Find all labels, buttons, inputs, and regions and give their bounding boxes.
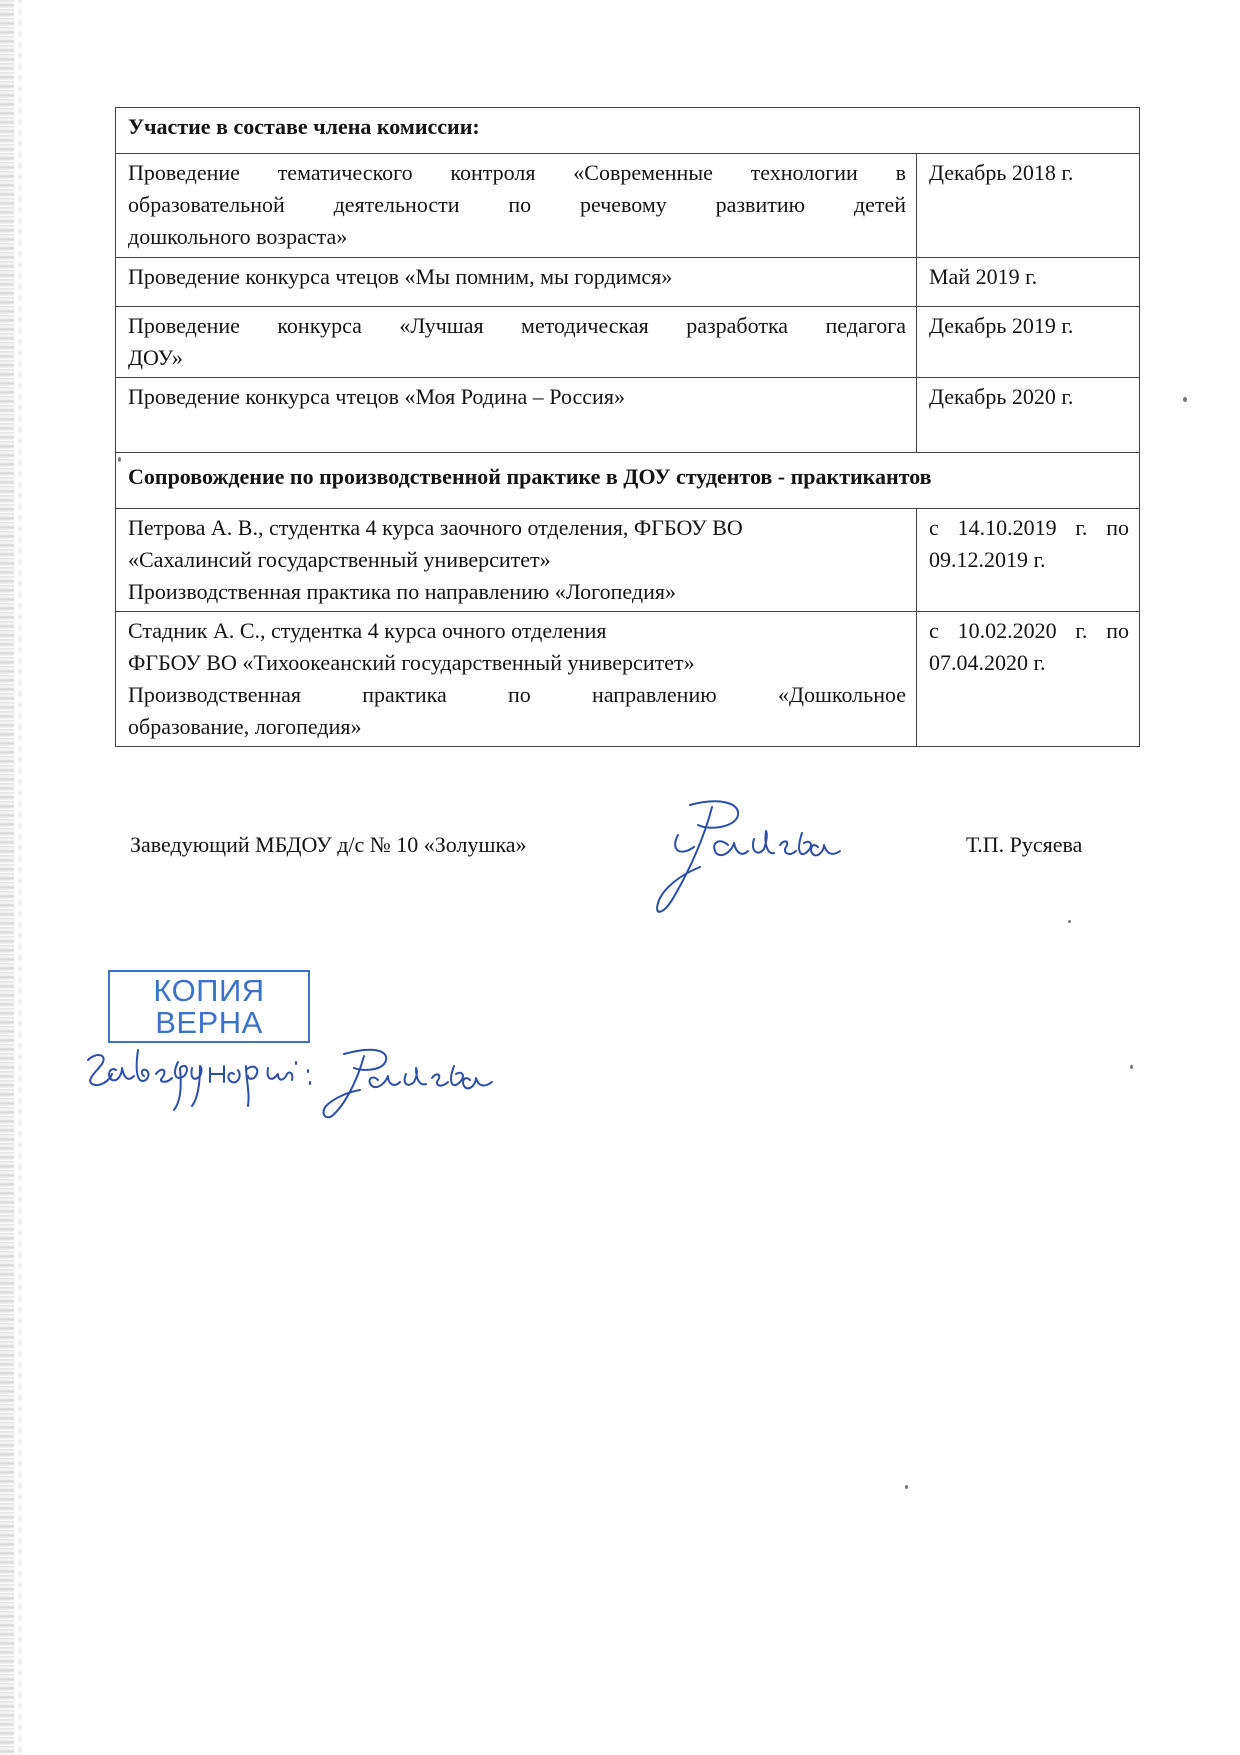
period-cell: [917, 509, 1140, 612]
activity-cell: [116, 258, 917, 307]
activity-text-line: Проведение конкурса чтецов «Мы помним, мы гордимся»: [128, 264, 673, 289]
scan-speck: [1068, 920, 1071, 923]
activity-text-line: Проведение тематического контроля «Современные технологии в: [128, 160, 906, 185]
scan-speck: [118, 457, 121, 462]
date-cell: Декабрь 2019 г.: [917, 307, 1140, 378]
signatory-position: Заведующий МБДОУ д/с № 10 «Золушка»: [130, 832, 527, 857]
period-text-line: с 14.10.2019 г. по: [929, 515, 1130, 540]
table-row: [116, 378, 1140, 453]
activity-cell: [116, 154, 917, 258]
period-cell: [917, 612, 1140, 747]
student-text-line: образование, логопедия»: [128, 714, 362, 739]
table-row: [116, 509, 1140, 612]
student-cell: [116, 509, 917, 612]
table-row: [116, 612, 1140, 747]
copy-certified-stamp: [108, 970, 310, 1043]
scan-speck: [1130, 1065, 1133, 1069]
handwritten-signature: [650, 795, 850, 925]
table-row: [116, 307, 1140, 378]
scan-edge-noise: [0, 0, 14, 1755]
activity-cell: [116, 378, 917, 453]
student-text-line: ФГБОУ ВО «Тихоокеанский государственный университет»: [128, 650, 695, 675]
activities-table-wrapper: [115, 107, 1139, 747]
scan-speck: [1183, 397, 1187, 402]
signatory-name: Т.П. Русяева: [966, 832, 1083, 857]
scan-edge-noise-secondary: [18, 0, 22, 1755]
date-cell: Май 2019 г.: [917, 258, 1140, 307]
activity-text-line: образовательной деятельности по речевому развитию детей: [128, 192, 906, 217]
handwritten-certification-note: [82, 1040, 512, 1120]
student-cell: [116, 612, 917, 747]
activity-text-line: ДОУ»: [128, 345, 183, 370]
period-text-line: с 10.02.2020 г. по: [929, 618, 1130, 643]
student-text-line: Петрова А. В., студентка 4 курса заочного отделения, ФГБОУ ВО: [128, 515, 743, 540]
section-header-practice: Сопровождение по производственной практике в ДОУ студентов - практикантов: [116, 453, 1140, 509]
period-text-line: 09.12.2019 г.: [929, 547, 1046, 572]
date-cell: Декабрь 2018 г.: [917, 154, 1140, 258]
stamp-line-1: КОПИЯ: [153, 973, 265, 1008]
activity-text-line: Проведение конкурса чтецов «Моя Родина – Россия»: [128, 384, 625, 409]
section-header-row: [116, 108, 1140, 154]
scan-speck: [905, 1485, 908, 1489]
activity-cell: [116, 307, 917, 378]
section-header-commission: Участие в составе члена комиссии:: [116, 108, 1140, 154]
stamp-line-2: ВЕРНА: [155, 1005, 263, 1040]
student-text-line: Стадник А. С., студентка 4 курса очного отделения: [128, 618, 607, 643]
student-text-line: Производственная практика по направлению «Логопедия»: [128, 579, 676, 604]
table-row: [116, 258, 1140, 307]
activities-table: [115, 107, 1140, 747]
student-text-line: Производственная практика по направлению «Дошкольное: [128, 682, 906, 707]
student-text-line: «Сахалинсий государственный университет»: [128, 547, 551, 572]
date-cell: Декабрь 2020 г.: [917, 378, 1140, 453]
section-header-row: [116, 453, 1140, 509]
activity-text-line: дошкольного возраста»: [128, 224, 348, 249]
activity-text-line: Проведение конкурса «Лучшая методическая разработка педагога: [128, 313, 906, 338]
period-text-line: 07.04.2020 г.: [929, 650, 1046, 675]
table-row: [116, 154, 1140, 258]
signature-block: [130, 832, 1110, 872]
